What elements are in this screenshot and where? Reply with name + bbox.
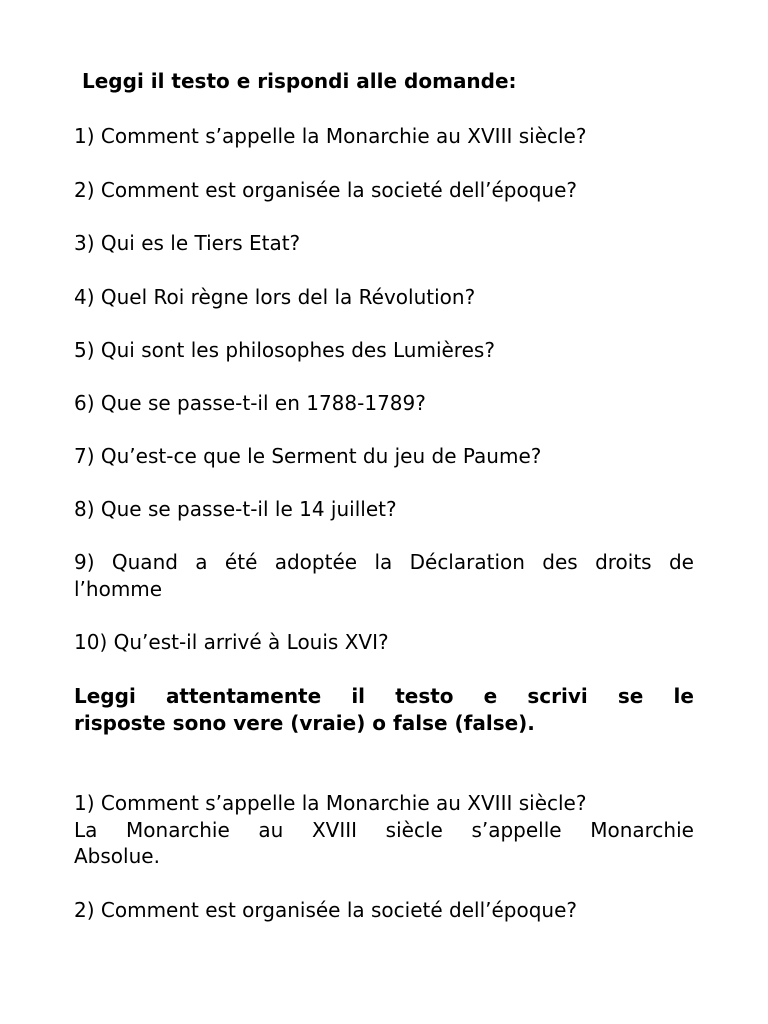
answer-1-word: Monarchie [590, 818, 694, 842]
question-1: 1) Comment s’appelle la Monarchie au XVIII siècle? [74, 124, 587, 148]
question-3: 3) Qui es le Tiers Etat? [74, 231, 301, 255]
section2-answer-1-line-2: Absolue. [74, 844, 160, 868]
instruction-word: se [617, 684, 644, 708]
question-9-word: de [668, 550, 694, 574]
question-9-word: 9) [74, 550, 95, 574]
section2-answer-1-line-1 [74, 817, 694, 843]
answer-1-word: XVIII [311, 818, 358, 842]
answer-1-word: Monarchie [126, 818, 230, 842]
instruction-word: scrivi [527, 684, 588, 708]
instruction-line-1 [74, 683, 694, 709]
question-9-word: adoptée [274, 550, 358, 574]
instruction-word: e [483, 684, 498, 708]
question-9-word: a [195, 550, 208, 574]
question-9-word: droits [595, 550, 652, 574]
instruction-word: Leggi [74, 684, 136, 708]
answer-1-word: La [74, 818, 98, 842]
page-heading: Leggi il testo e rispondi alle domande: [82, 69, 517, 93]
instruction-line-2: risposte sono vere (vraie) o false (false). [74, 711, 535, 735]
question-4: 4) Quel Roi règne lors del la Révolution? [74, 285, 476, 309]
instruction-word: attentamente [165, 684, 322, 708]
question-2: 2) Comment est organisée la societé dell’époque? [74, 178, 578, 202]
question-8: 8) Que se passe-t-il le 14 juillet? [74, 497, 397, 521]
question-6: 6) Que se passe-t-il en 1788-1789? [74, 391, 426, 415]
instruction-word: testo [395, 684, 454, 708]
answer-1-word: au [258, 818, 284, 842]
answer-1-word: siècle [385, 818, 443, 842]
question-9-word: Quand [111, 550, 178, 574]
instruction-word: il [351, 684, 366, 708]
instruction-word: le [673, 684, 694, 708]
question-9-word: été [224, 550, 258, 574]
question-7: 7) Qu’est-ce que le Serment du jeu de Paume? [74, 444, 542, 468]
section2-question-1: 1) Comment s’appelle la Monarchie au XVIII siècle? [74, 791, 587, 815]
answer-1-word: s’appelle [471, 818, 562, 842]
question-9-line-2: l’homme [74, 577, 163, 601]
question-5: 5) Qui sont les philosophes des Lumières? [74, 338, 495, 362]
question-9-word: des [542, 550, 578, 574]
section2-question-2: 2) Comment est organisée la societé dell’époque? [74, 898, 578, 922]
question-9-word: Déclaration [409, 550, 525, 574]
question-10: 10) Qu’est-il arrivé à Louis XVI? [74, 630, 389, 654]
question-9-line-1 [74, 549, 694, 575]
question-9-word: la [374, 550, 393, 574]
